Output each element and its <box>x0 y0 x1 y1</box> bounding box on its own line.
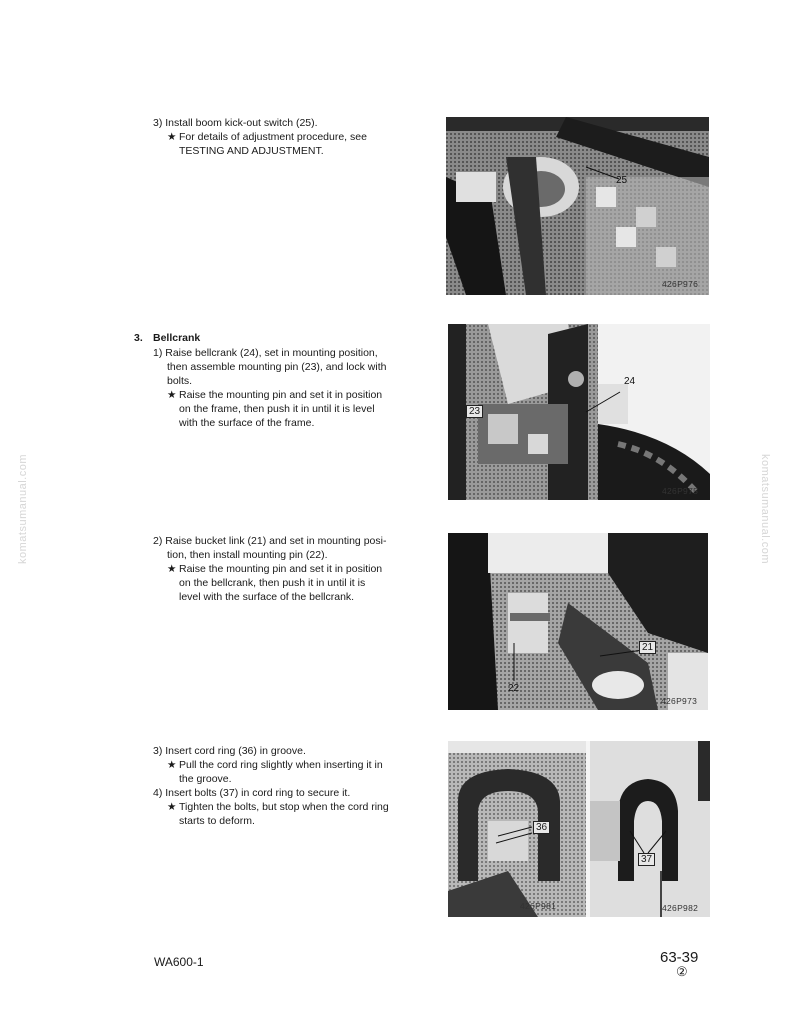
step-install-kickout-switch: 3) Install boom kick-out switch (25). <box>153 117 318 129</box>
note-mounting-pin-bellcrank: ★ Raise the mounting pin and set it in position <box>167 563 383 575</box>
step-raise-bellcrank-l1: 1) Raise bellcrank (24), set in mounting position, <box>153 347 378 359</box>
note-pull-cord-ring-l2: the groove. <box>179 773 232 785</box>
photo-bucket-link <box>448 533 708 710</box>
watermark-left: komatsumanual.com <box>17 454 29 564</box>
note-tighten-bolts: ★ Tighten the bolts, but stop when the cord ring <box>167 801 389 813</box>
note-mounting-pin-bellcrank-l2: on the bellcrank, then push it in until it is <box>179 577 366 589</box>
photo-code-981: 426P981 <box>520 901 557 911</box>
step-raise-bucket-link-l1: 2) Raise bucket link (21) and set in mounting posi- <box>153 535 387 547</box>
photo-bellcrank-image <box>448 324 710 500</box>
callout-23: 23 <box>466 405 483 418</box>
note-tighten-bolts-l2: starts to deform. <box>179 815 255 827</box>
callout-24: 24 <box>624 376 636 387</box>
photo-cord-ring <box>448 741 710 917</box>
note-mounting-pin-frame-l2: on the frame, then push it in until it is level <box>179 403 375 415</box>
photo-cord-ring-image <box>448 741 710 917</box>
step-raise-bellcrank-l3: bolts. <box>167 375 193 387</box>
callout-21: 21 <box>639 641 656 654</box>
step-insert-bolts: 4) Insert bolts (37) in cord ring to secure it. <box>153 787 351 799</box>
photo-bellcrank <box>448 324 710 500</box>
note-mounting-pin-frame-l3: with the surface of the frame. <box>179 417 315 429</box>
step-insert-cord-ring: 3) Insert cord ring (36) in groove. <box>153 745 306 757</box>
footer-page-number: 63-39 <box>660 949 699 966</box>
note-adjustment: ★ For details of adjustment procedure, see <box>167 131 367 143</box>
photo-kickout-switch <box>446 117 709 295</box>
photo-code-973: 426P973 <box>661 696 698 706</box>
photo-code-982: 426P982 <box>662 903 699 913</box>
footer-model: WA600-1 <box>154 955 204 969</box>
step-raise-bellcrank-l2: then assemble mounting pin (23), and lock with <box>167 361 387 373</box>
callout-25: 25 <box>616 175 628 186</box>
step-raise-bucket-link-l2: tion, then install mounting pin (22). <box>167 549 328 561</box>
callout-36: 36 <box>533 821 550 834</box>
photo-code-976: 426P976 <box>662 279 699 289</box>
note-mounting-pin-bellcrank-l3: level with the surface of the bellcrank. <box>179 591 355 603</box>
watermark-right: komatsumanual.com <box>759 454 771 564</box>
section-heading-bellcrank: Bellcrank <box>153 332 201 344</box>
callout-37: 37 <box>638 853 655 866</box>
note-adjustment-ref: TESTING AND ADJUSTMENT. <box>179 145 324 157</box>
photo-bucket-link-image <box>448 533 708 710</box>
note-mounting-pin-frame: ★ Raise the mounting pin and set it in position <box>167 389 383 401</box>
note-pull-cord-ring: ★ Pull the cord ring slightly when inserting it in <box>167 759 383 771</box>
photo-kickout-switch-image <box>446 117 709 295</box>
footer-revision-mark: ② <box>676 964 688 979</box>
callout-22: 22 <box>508 683 520 694</box>
photo-code-975: 426P975 <box>662 486 699 496</box>
section-number: 3. <box>134 332 143 344</box>
